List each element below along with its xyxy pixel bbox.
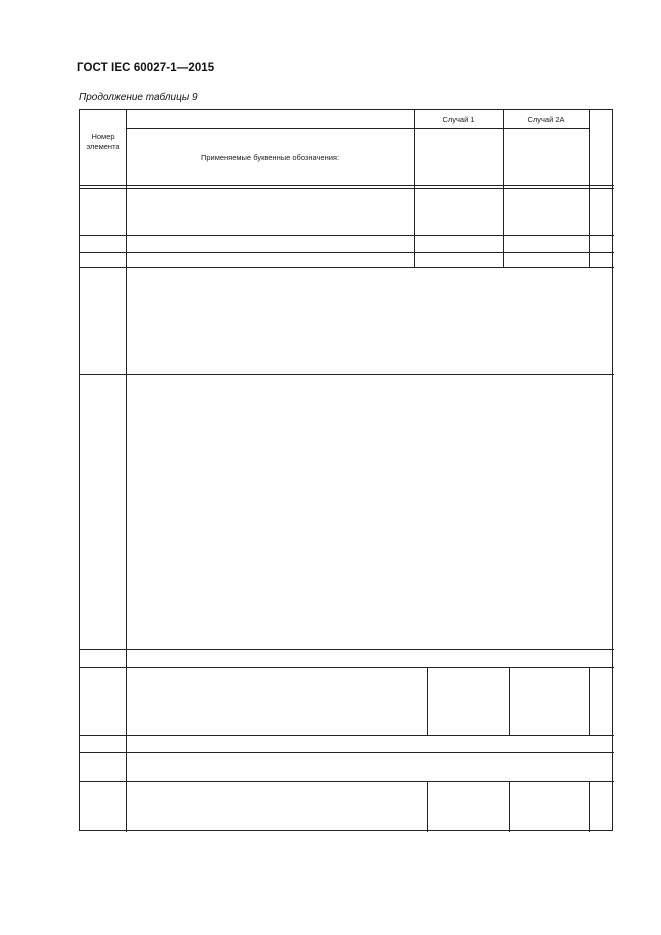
table-9 — [79, 109, 613, 831]
column-header-case2a: Случай 2А — [527, 115, 565, 124]
document-title: ГОСТ IEC 60027-1—2015 — [77, 62, 215, 74]
column-header-number: Номер элемента — [86, 132, 120, 151]
column-header-case1: Случай 1 — [442, 115, 475, 124]
table-continuation: Продолжение таблицы 9 — [79, 92, 198, 103]
column-header-description: Применяемые буквенные обозначения: — [200, 153, 340, 162]
